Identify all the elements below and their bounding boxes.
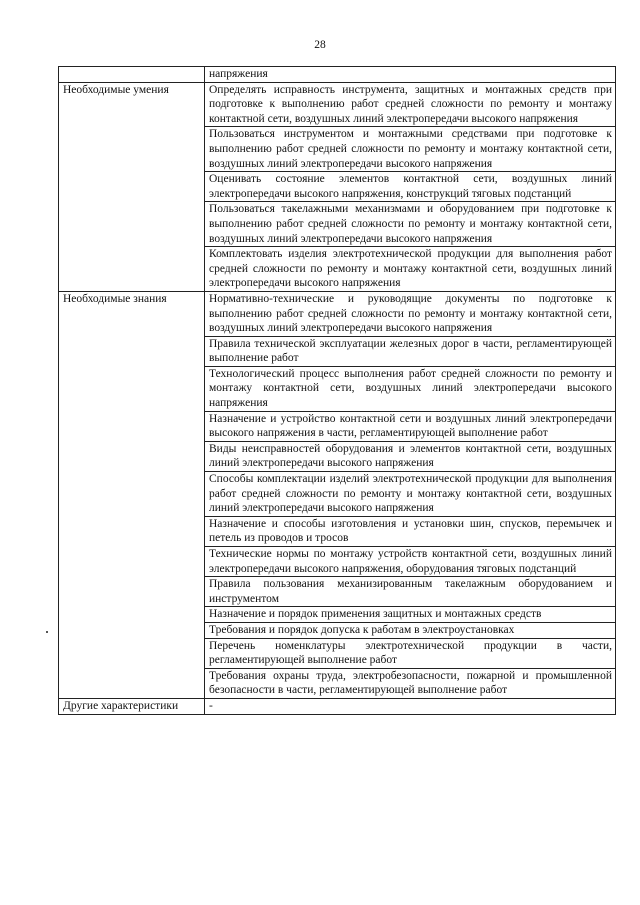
requirement-item: Нормативно-технические и руководящие документы по подготовке к выполнению работ средней сложности по ремонту и монтажу контактной сети, воздушных линий электропередачи высокого напряжения <box>205 291 616 336</box>
requirement-item: Пользоваться такелажными механизмами и оборудованием при подготовке к выполнению работ средней сложности по ремонту и монтажу контактной сети, воздушных линий электропередачи высокого напряжения <box>205 202 616 247</box>
requirement-item: Комплектовать изделия электротехнической продукции для выполнения работ средней сложности по ремонту и монтажу контактной сети, воздушных линий электропередачи высокого напряжения <box>205 247 616 292</box>
requirement-item: - <box>205 698 616 714</box>
scan-speck <box>46 631 48 633</box>
requirement-item: Пользоваться инструментом и монтажными средствами при подготовке к выполнению работ средней сложности по ремонту и монтажу контактной сети, воздушных линий электропередачи высокого напряжения <box>205 127 616 172</box>
competency-table <box>58 66 616 715</box>
section-label: Необходимые знания <box>59 291 205 698</box>
requirement-item: Способы комплектации изделий электротехнической продукции для выполнения работ средней сложности по ремонту и монтажу контактной сети, воздушных линий электропередачи высокого напряжения <box>205 472 616 517</box>
requirement-item: Назначение и способы изготовления и установки шин, спусков, перемычек и петель из проводов и тросов <box>205 516 616 546</box>
requirement-item: Правила пользования механизированным такелажным оборудованием и инструментом <box>205 577 616 607</box>
requirement-item: Технологический процесс выполнения работ средней сложности по ремонту и монтажу контактной сети, воздушных линий электропередачи высокого напряжения <box>205 366 616 411</box>
requirement-item: Назначение и устройство контактной сети и воздушных линий электропередачи высокого напряжения в части, регламентирующей выполнение работ <box>205 411 616 441</box>
table-row <box>59 291 616 336</box>
continuation-row <box>59 67 616 83</box>
section-label: Другие характеристики <box>59 698 205 714</box>
table-row <box>59 82 616 127</box>
requirement-item: Правила технической эксплуатации железных дорог в части, регламентирующей выполнение работ <box>205 336 616 366</box>
competency-table-body <box>59 67 616 715</box>
continuation-label-cell <box>59 67 205 83</box>
requirement-item: Требования охраны труда, электробезопасности, пожарной и промышленной безопасности в части, регламентирующей выполнение работ <box>205 668 616 698</box>
requirement-item: Требования и порядок допуска к работам в электроустановках <box>205 622 616 638</box>
table-row <box>59 698 616 714</box>
page-number: 28 <box>314 39 326 51</box>
requirement-item: Перечень номенклатуры электротехнической продукции в части, регламентирующей выполнение работ <box>205 638 616 668</box>
requirement-item: Определять исправность инструмента, защитных и монтажных средств при подготовке к выполнению работ средней сложности по ремонту и монтажу контактной сети, воздушных линий электропередачи высокого напряжения <box>205 82 616 127</box>
requirement-item: Технические нормы по монтажу устройств контактной сети, воздушных линий электропередачи высокого напряжения, оборудования тяговых подстанций <box>205 547 616 577</box>
section-label: Необходимые умения <box>59 82 205 291</box>
requirement-item: Назначение и порядок применения защитных и монтажных средств <box>205 607 616 623</box>
requirement-item: Виды неисправностей оборудования и элементов контактной сети, воздушных линий электропередачи высокого напряжения <box>205 441 616 471</box>
continuation-cell: напряжения <box>205 67 616 83</box>
requirement-item: Оценивать состояние элементов контактной сети, воздушных линий электропередачи высокого напряжения, конструкций тяговых подстанций <box>205 172 616 202</box>
